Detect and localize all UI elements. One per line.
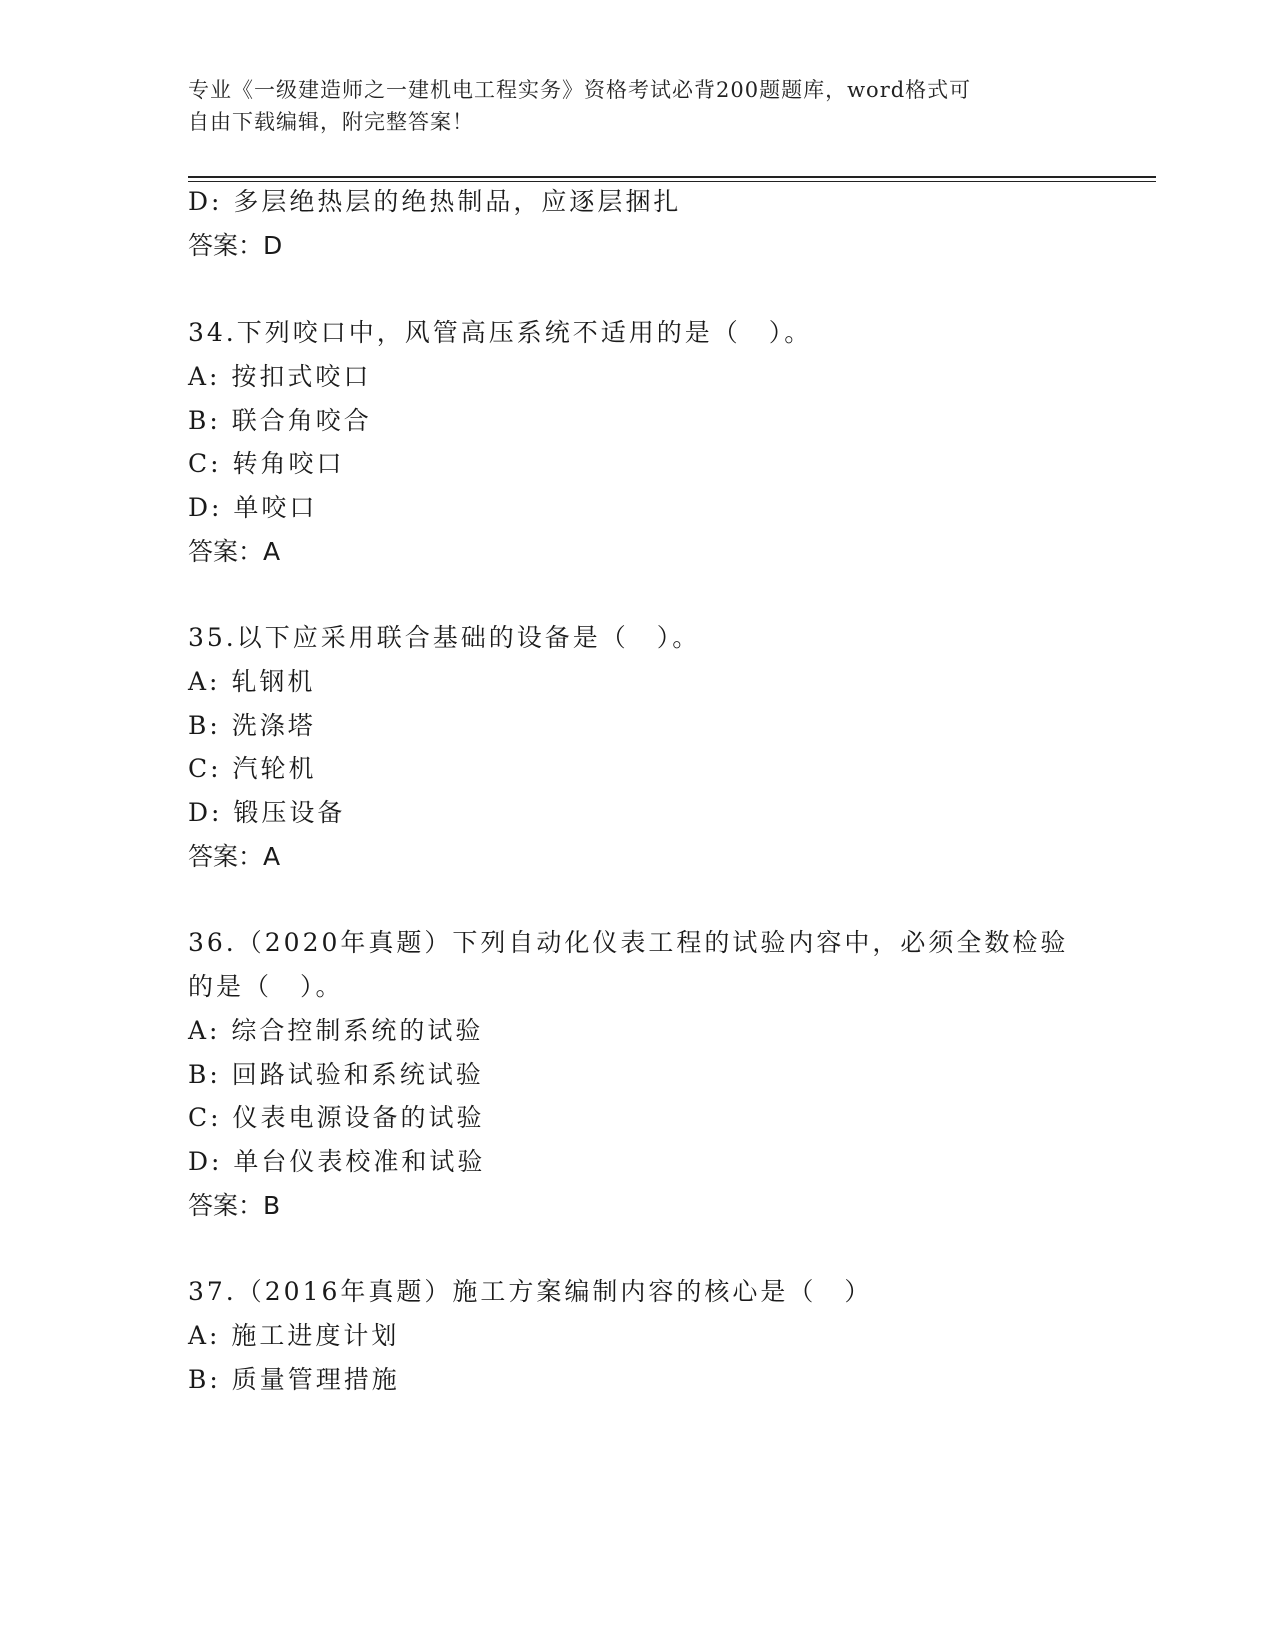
prev-answer: 答案：D — [188, 231, 283, 260]
header-line-2: 自由下载编辑，附完整答案！ — [188, 110, 474, 134]
q36-option-d: D: 单台仪表校准和试验 — [188, 1147, 486, 1176]
q34-stem: 34.下列咬口中，风管高压系统不适用的是（ ）。 — [188, 318, 813, 347]
q35-option-b: B: 洗涤塔 — [188, 711, 316, 740]
q37-option-a: A: 施工进度计划 — [188, 1321, 400, 1350]
q37-option-b: B: 质量管理措施 — [188, 1365, 400, 1394]
q35-answer: 答案：A — [188, 842, 281, 871]
q36-answer: 答案：B — [188, 1191, 281, 1220]
q34-option-b: B: 联合角咬合 — [188, 406, 372, 435]
q35-stem: 35.以下应采用联合基础的设备是（ ）。 — [188, 623, 701, 652]
q34-option-c: C: 转角咬口 — [188, 449, 345, 478]
q36-stem-line-1: 36.（2020年真题）下列自动化仪表工程的试验内容中，必须全数检验 — [188, 928, 1069, 957]
header-divider-thick — [188, 176, 1156, 178]
q35-option-d: D: 锻压设备 — [188, 798, 346, 827]
header-line-1: 专业《一级建造师之一建机电工程实务》资格考试必背200题题库，word格式可 — [188, 78, 972, 102]
q36-option-b: B: 回路试验和系统试验 — [188, 1060, 484, 1089]
q36-option-c: C: 仪表电源设备的试验 — [188, 1103, 485, 1132]
q34-answer: 答案：A — [188, 537, 281, 566]
q34-option-d: D: 单咬口 — [188, 493, 318, 522]
q36-option-a: A: 综合控制系统的试验 — [188, 1016, 484, 1045]
q36-stem-line-2: 的是（ ）。 — [188, 972, 344, 1001]
q35-option-c: C: 汽轮机 — [188, 754, 317, 783]
document-header — [188, 74, 1068, 138]
prev-option-d: D: 多层绝热层的绝热制品，应逐层捆扎 — [188, 187, 682, 216]
q37-stem: 37.（2016年真题）施工方案编制内容的核心是（ ） — [188, 1277, 873, 1306]
q34-option-a: A: 按扣式咬口 — [188, 362, 372, 391]
q35-option-a: A: 轧钢机 — [188, 667, 316, 696]
header-divider-thin — [188, 181, 1156, 182]
